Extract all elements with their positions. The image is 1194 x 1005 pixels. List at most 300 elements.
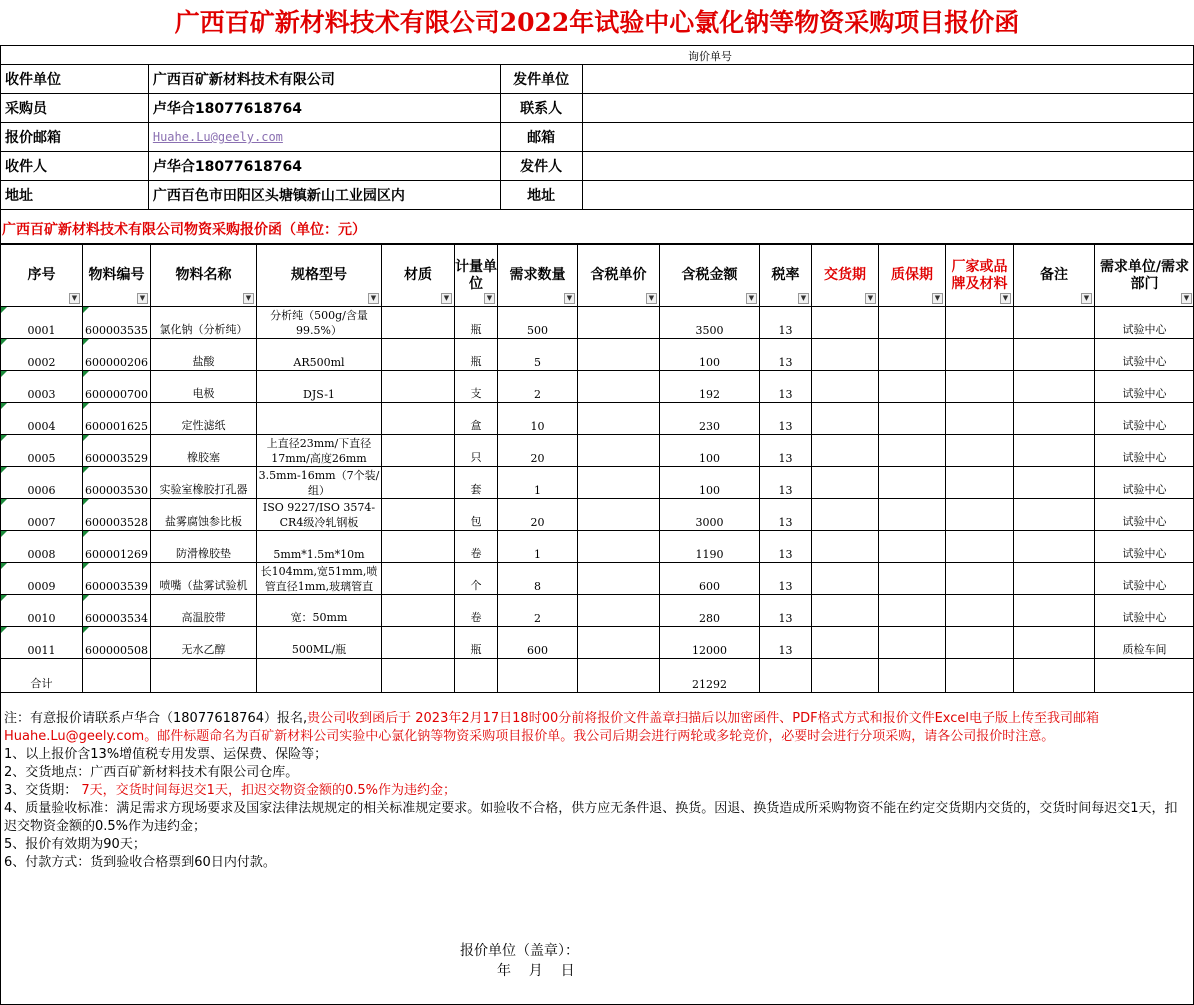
cell-text: 试验中心 [1122,387,1167,400]
table-cell[interactable] [455,435,498,467]
comment-indicator-icon [83,627,89,633]
table-cell[interactable] [578,339,660,371]
table-row [1,627,1194,659]
table-cell[interactable] [83,371,151,403]
column-header[interactable] [1095,245,1194,307]
table-cell[interactable] [498,339,578,371]
table-cell[interactable] [660,627,760,659]
table-cell[interactable] [1095,531,1194,563]
table-cell[interactable] [1,371,83,403]
table-cell[interactable] [578,371,660,403]
table-cell[interactable] [498,595,578,627]
table-cell[interactable] [660,307,760,339]
info-label: 采购员 [1,94,149,123]
info-input[interactable] [582,152,1193,181]
table-cell[interactable] [812,339,879,371]
table-cell[interactable] [1095,339,1194,371]
table-cell[interactable] [83,307,151,339]
table-cell[interactable] [946,403,1014,435]
table-cell[interactable] [257,307,382,339]
cell-text: 0008 [27,548,56,561]
table-cell[interactable] [879,627,946,659]
table-cell[interactable] [660,563,760,595]
table-cell [578,659,660,693]
table-cell[interactable] [455,467,498,499]
column-header[interactable] [257,245,382,307]
stamp-date: 年 月 日 [497,963,575,979]
table-cell[interactable] [1014,499,1095,531]
table-cell[interactable] [455,307,498,339]
table-cell[interactable] [812,371,879,403]
table-cell[interactable] [151,435,257,467]
table-cell[interactable] [151,403,257,435]
table-cell[interactable] [1,563,83,595]
table-cell[interactable] [660,339,760,371]
table-cell[interactable] [83,499,151,531]
table-cell[interactable] [151,595,257,627]
table-row [1,403,1194,435]
table-cell[interactable] [498,403,578,435]
table-cell[interactable] [879,371,946,403]
cell-text: 0005 [27,452,56,465]
table-cell[interactable] [1095,563,1194,595]
note-4: 4、质量验收标准：满足需求方现场要求及国家法律法规规定的相关标准规定要求。如验收不合格，供方应无条件退、换货。因退、换货造成所采购物资不能在约定交货期内交货的，交货时间每迟交1天，扣迟交物资金额的0.5%作为违约金； [4,801,1178,834]
table-cell[interactable] [257,371,382,403]
table-cell[interactable] [382,307,455,339]
table-cell[interactable] [1014,307,1095,339]
note-0 [4,710,1190,746]
comment-indicator-icon [1,403,7,409]
cell-text: 12000 [692,644,727,657]
info-row [1,94,1194,123]
table-cell[interactable] [382,467,455,499]
table-cell[interactable] [946,467,1014,499]
table-cell[interactable] [812,403,879,435]
note-0-text: 注：有意报价请联系卢华合（18077618764）报名, [4,711,308,726]
cell-text: 支 [470,387,482,400]
cell-text: 13 [778,388,793,401]
cell-text: 600000508 [85,644,148,657]
column-header[interactable] [578,245,660,307]
table-cell[interactable] [1095,595,1194,627]
page-title: 广西百矿新材料技术有限公司2022年试验中心氯化钠等物资采购项目报价函 [0,0,1194,46]
table-cell[interactable] [498,371,578,403]
table-cell[interactable] [257,339,382,371]
table-cell[interactable] [455,531,498,563]
filter-dropdown-icon[interactable]: ▼ [932,293,943,304]
comment-indicator-icon [1,531,7,537]
table-row [1,499,1194,531]
cell-text: 5mm*1.5m*10m [273,548,365,561]
table-cell[interactable] [455,403,498,435]
column-header[interactable] [1014,245,1095,307]
table-cell[interactable] [879,435,946,467]
table-cell[interactable] [1095,371,1194,403]
cell-text: 长104mm,宽51mm,喷管直径1mm,玻璃管直 [260,564,378,593]
table-cell[interactable] [660,435,760,467]
table-cell[interactable] [382,339,455,371]
table-cell[interactable] [879,531,946,563]
table-cell[interactable] [578,435,660,467]
cell-text: 5 [534,356,541,369]
table-cell [1014,659,1095,693]
cell-text: 600 [527,644,548,657]
info-row [1,65,1194,94]
table-cell[interactable] [498,627,578,659]
table-cell[interactable] [660,531,760,563]
table-cell[interactable] [257,595,382,627]
table-cell[interactable] [1095,403,1194,435]
table-cell[interactable] [946,627,1014,659]
table-cell[interactable] [498,499,578,531]
table-cell[interactable] [879,467,946,499]
cell-text: 20 [530,516,545,529]
table-cell[interactable] [151,499,257,531]
column-header-label: 含税单价 [590,267,647,283]
stamp-label: 报价单位（盖章）： [460,943,579,959]
table-cell[interactable] [83,467,151,499]
table-cell[interactable] [498,307,578,339]
cell-text: 只 [470,451,482,464]
table-cell[interactable] [498,467,578,499]
table-cell[interactable] [1,435,83,467]
table-cell[interactable] [83,563,151,595]
cell-text: 0006 [27,484,56,497]
table-cell[interactable] [151,307,257,339]
filter-dropdown-icon[interactable]: ▼ [243,293,254,304]
info-input[interactable] [582,123,1193,152]
column-header-label: 备注 [1040,267,1068,283]
table-cell[interactable] [812,563,879,595]
table-cell[interactable] [1095,467,1194,499]
table-cell[interactable] [946,339,1014,371]
table-cell[interactable] [257,499,382,531]
table-cell[interactable] [946,435,1014,467]
cell-text: 质检车间 [1122,643,1167,656]
cell-text: 100 [699,484,720,497]
table-cell[interactable] [1014,627,1095,659]
table-cell [382,659,455,693]
column-header[interactable] [1,245,83,307]
table-cell[interactable] [812,307,879,339]
filter-dropdown-icon[interactable]: ▼ [441,293,452,304]
table-cell[interactable] [812,435,879,467]
filter-dropdown-icon[interactable]: ▼ [865,293,876,304]
comment-indicator-icon [1,339,7,345]
column-header[interactable] [812,245,879,307]
table-cell[interactable] [812,627,879,659]
table-cell[interactable] [946,595,1014,627]
table-cell[interactable] [1,307,83,339]
quote-subtitle: 广西百矿新材料技术有限公司物资采购报价函（单位：元） [0,217,1194,244]
table-cell[interactable] [257,435,382,467]
table-cell[interactable] [1014,467,1095,499]
filter-dropdown-icon[interactable]: ▼ [564,293,575,304]
table-cell[interactable] [578,403,660,435]
table-cell[interactable] [455,499,498,531]
table-cell[interactable] [578,307,660,339]
table-cell[interactable] [257,563,382,595]
column-header[interactable] [382,245,455,307]
table-cell[interactable] [83,403,151,435]
info-input[interactable] [582,94,1193,123]
filter-dropdown-icon[interactable]: ▼ [1181,293,1192,304]
cell-text: 0010 [27,612,56,625]
table-cell[interactable] [455,595,498,627]
email-link[interactable] [148,123,500,152]
table-cell[interactable] [1095,627,1194,659]
table-cell[interactable] [1014,339,1095,371]
table-cell[interactable] [382,435,455,467]
cell-text: 3500 [695,324,724,337]
cell-text: 10 [530,420,545,433]
filter-dropdown-icon[interactable]: ▼ [1000,293,1011,304]
table-cell[interactable] [151,563,257,595]
comment-indicator-icon [1,467,7,473]
table-cell[interactable] [382,499,455,531]
table-cell[interactable] [382,371,455,403]
table-cell [498,659,578,693]
cell-text: 600003528 [85,516,148,529]
table-cell[interactable] [382,531,455,563]
table-cell[interactable] [946,371,1014,403]
cell-text: 280 [699,612,720,625]
table-cell[interactable] [946,563,1014,595]
cell-text: ISO 9227/ISO 3574-CR4级冷轧钢板 [262,500,376,529]
filter-dropdown-icon[interactable]: ▼ [368,293,379,304]
column-header[interactable] [83,245,151,307]
cell-text: 实验室橡胶打孔器 [159,483,248,496]
cell-text: 0001 [27,324,56,337]
table-row [1,563,1194,595]
comment-indicator-icon [83,595,89,601]
table-cell[interactable] [760,435,812,467]
table-cell[interactable] [1,499,83,531]
comment-indicator-icon [83,371,89,377]
column-header[interactable] [455,245,498,307]
table-row [1,531,1194,563]
info-label: 联系人 [500,94,582,123]
table-cell[interactable] [151,339,257,371]
table-cell[interactable] [812,595,879,627]
cell-text: 卷 [470,547,482,560]
info-row [1,152,1194,181]
table-cell[interactable] [812,531,879,563]
table-cell[interactable] [83,627,151,659]
table-cell[interactable] [382,563,455,595]
table-cell[interactable] [660,467,760,499]
table-cell[interactable] [1014,403,1095,435]
table-cell [151,659,257,693]
table-cell[interactable] [1,627,83,659]
cell-text: 瓶 [470,323,482,336]
table-cell[interactable] [1095,307,1194,339]
table-cell[interactable] [83,595,151,627]
filter-dropdown-icon[interactable]: ▼ [484,293,495,304]
table-cell[interactable] [455,563,498,595]
table-cell[interactable] [578,499,660,531]
table-cell[interactable] [455,627,498,659]
table-cell[interactable] [760,595,812,627]
table-cell[interactable] [1014,595,1095,627]
cell-text: 试验中心 [1122,483,1167,496]
table-cell[interactable] [879,339,946,371]
filter-dropdown-icon[interactable]: ▼ [798,293,809,304]
table-cell[interactable] [257,531,382,563]
table-cell[interactable] [760,371,812,403]
table-cell[interactable] [498,563,578,595]
email-text[interactable]: Huahe.Lu@geely.com [152,130,283,144]
table-cell [455,659,498,693]
table-cell[interactable] [760,563,812,595]
table-row [1,307,1194,339]
cell-text: 高温胶带 [181,611,226,624]
cell-text: 2 [534,612,541,625]
table-cell[interactable] [760,627,812,659]
column-header-label: 规格型号 [291,267,347,283]
table-cell[interactable] [455,371,498,403]
table-cell [879,659,946,693]
table-cell[interactable] [1,339,83,371]
table-cell[interactable] [879,499,946,531]
table-cell[interactable] [1095,499,1194,531]
column-header-label: 需求单位/需求部门 [1099,258,1190,292]
table-cell[interactable] [660,499,760,531]
table-cell[interactable] [382,403,455,435]
table-cell[interactable] [760,403,812,435]
table-cell[interactable] [578,595,660,627]
table-cell[interactable] [151,467,257,499]
column-header-label: 厂家或品牌及材料 [951,258,1008,292]
table-cell[interactable] [1,531,83,563]
table-cell[interactable] [578,531,660,563]
cell-text: 13 [778,484,793,497]
cell-text: 0011 [27,644,56,657]
table-cell[interactable] [660,371,760,403]
column-header[interactable] [498,245,578,307]
cell-text: 试验中心 [1122,451,1167,464]
table-cell[interactable] [455,339,498,371]
cell-text: 13 [778,452,793,465]
info-input[interactable] [582,65,1193,94]
table-cell[interactable] [257,403,382,435]
table-cell[interactable] [498,531,578,563]
column-header[interactable] [660,245,760,307]
table-cell[interactable] [879,595,946,627]
filter-dropdown-icon[interactable]: ▼ [746,293,757,304]
cell-text: 分析纯（500g/含量99.5%） [270,308,368,337]
table-cell[interactable] [760,339,812,371]
table-cell[interactable] [879,403,946,435]
cell-text: 包 [470,515,482,528]
table-cell[interactable] [812,499,879,531]
cell-text: 600000206 [85,356,148,369]
table-row [1,435,1194,467]
table-cell[interactable] [1095,435,1194,467]
filter-dropdown-icon[interactable]: ▼ [69,293,80,304]
table-cell[interactable] [382,595,455,627]
table-cell[interactable] [760,499,812,531]
table-cell[interactable] [257,627,382,659]
table-cell[interactable] [1014,563,1095,595]
info-label: 报价邮箱 [1,123,149,152]
cell-text: 试验中心 [1122,419,1167,432]
cell-text: 230 [699,420,720,433]
table-cell[interactable] [760,307,812,339]
table-cell[interactable] [879,307,946,339]
cell-text: 防滑橡胶垫 [176,547,231,560]
cell-text: 13 [778,548,793,561]
filter-dropdown-icon[interactable]: ▼ [646,293,657,304]
cell-text: 2 [534,388,541,401]
table-cell[interactable] [760,467,812,499]
cell-text: 试验中心 [1122,547,1167,560]
column-header-label: 物料编号 [88,267,145,283]
table-cell[interactable] [382,627,455,659]
table-cell[interactable] [1,467,83,499]
cell-text: 192 [699,388,720,401]
table-cell[interactable] [578,467,660,499]
column-header-label: 材质 [404,267,432,283]
column-header[interactable] [151,245,257,307]
table-cell[interactable] [257,467,382,499]
table-row [1,595,1194,627]
filter-dropdown-icon[interactable]: ▼ [137,293,148,304]
table-cell[interactable] [946,531,1014,563]
cell-text: 500 [527,324,548,337]
table-cell[interactable] [1014,531,1095,563]
table-cell[interactable] [83,435,151,467]
cell-text: 100 [699,356,720,369]
cell-text: 橡胶塞 [187,451,220,464]
table-cell[interactable] [660,595,760,627]
column-header[interactable] [760,245,812,307]
filter-dropdown-icon[interactable]: ▼ [1081,293,1092,304]
cell-text: 8 [534,580,541,593]
info-value: 卢华合18077618764 [148,94,500,123]
cell-text: 1190 [695,548,724,561]
table-cell[interactable] [760,531,812,563]
table-cell[interactable] [83,531,151,563]
table-cell[interactable] [578,563,660,595]
table-cell[interactable] [83,339,151,371]
cell-text: 13 [778,356,793,369]
cell-text: 600003535 [85,324,148,337]
cell-text: 电极 [192,387,215,400]
table-cell [83,659,151,693]
table-cell[interactable] [498,435,578,467]
table-cell[interactable] [1014,371,1095,403]
table-cell[interactable] [812,467,879,499]
info-label: 发件人 [500,152,582,181]
table-cell[interactable] [1,595,83,627]
cell-text: 1 [534,484,541,497]
table-cell[interactable] [660,403,760,435]
info-input[interactable] [582,181,1193,210]
table-cell[interactable] [151,627,257,659]
table-cell[interactable] [1014,435,1095,467]
cell-text: 宽：50mm [290,611,348,624]
table-cell[interactable] [1,403,83,435]
table-cell[interactable] [151,531,257,563]
table-cell[interactable] [946,499,1014,531]
table-cell[interactable] [151,371,257,403]
column-header[interactable] [946,245,1014,307]
table-cell[interactable] [578,627,660,659]
table-cell[interactable] [879,563,946,595]
table-cell[interactable] [946,307,1014,339]
column-header[interactable] [879,245,946,307]
